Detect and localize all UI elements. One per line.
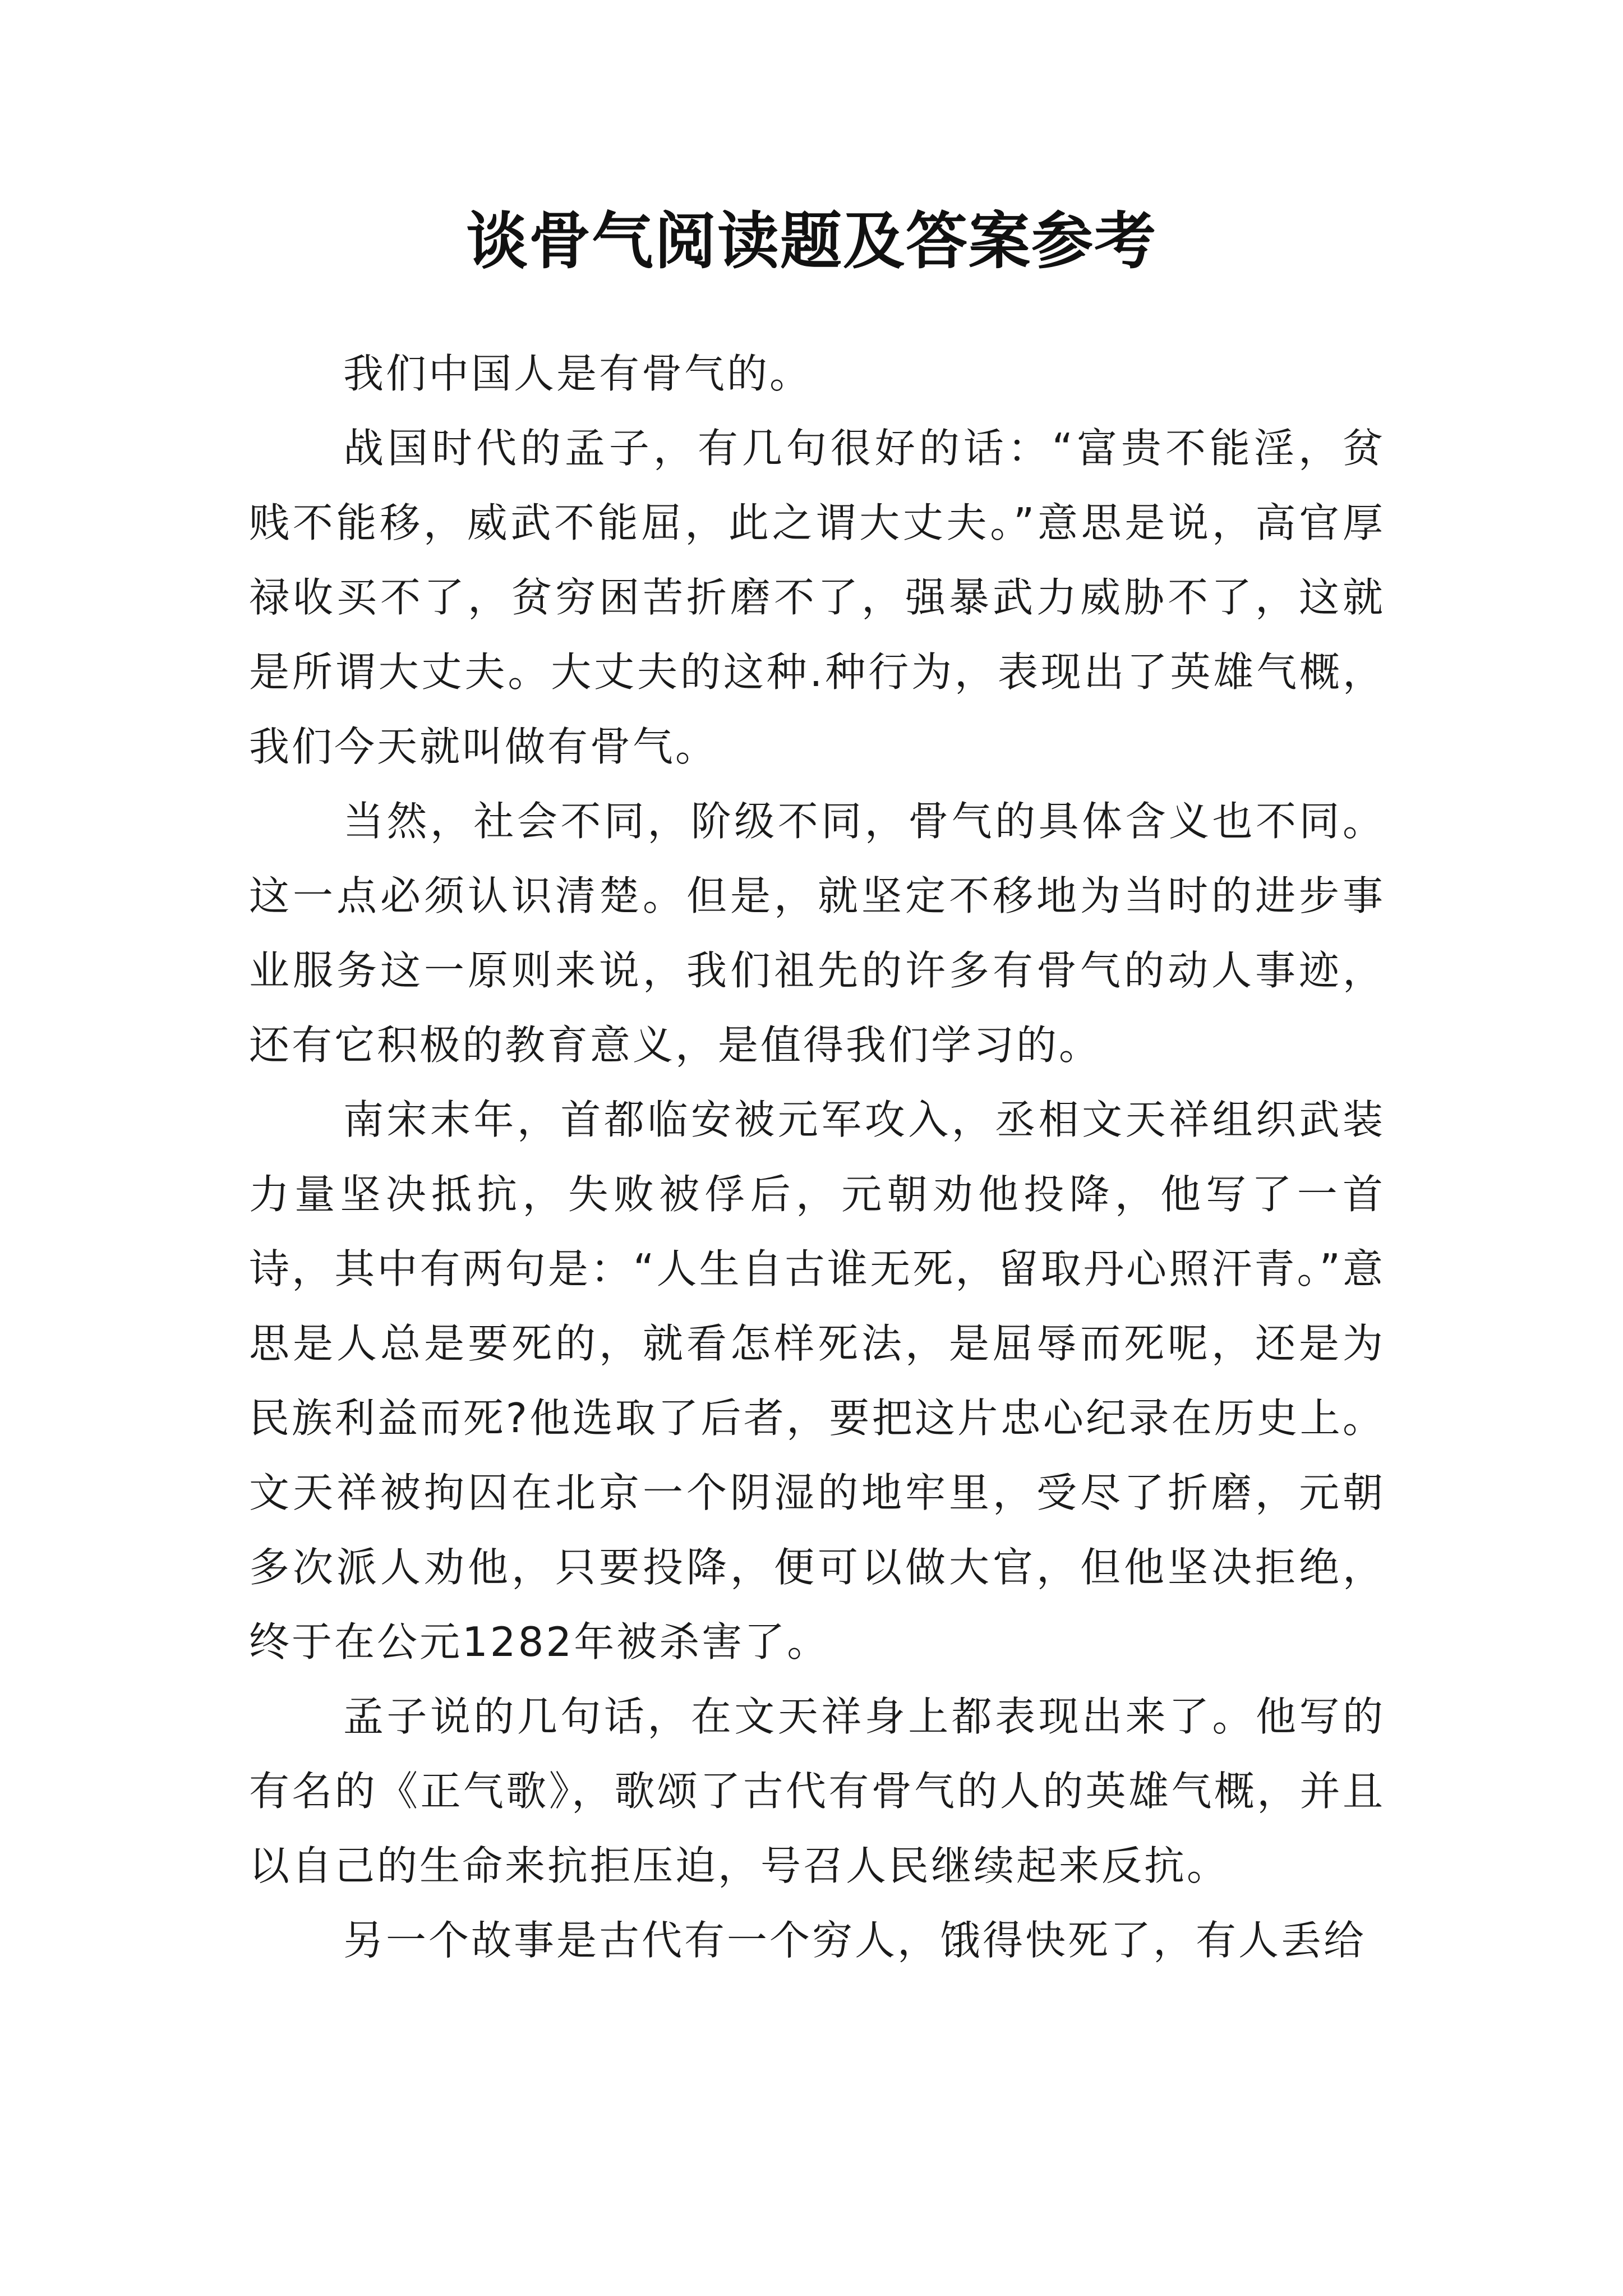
document-title: 谈骨气阅读题及答案参考 [466,205,1157,277]
paragraph: 我们中国人是有骨气的。 [343,350,813,397]
paragraph: 南宋末年，首都临安被元军攻入，丞相文天祥组织武装力量坚决抵抗，失败被俘后，元朝劝他投降，他写了一首诗，其中有两句是：“人生自古谁无死，留取丹心照汗青。”意思是人总是要死的，就看怎样死法，是屈辱而死呢，还是为民族利益而死?他选取了后者，要把这片忠心纪录在历史上。文天祥被拘囚在北京一个阴湿的地牢里，受尽了折磨，元朝多次派人劝他，只要投降，便可以做大官，但他坚决拒绝，终于在公元1282年被杀害了。 [249,1096,1385,1665]
paragraph: 当然，社会不同，阶级不同，骨气的具体含义也不同。这一点必须认识清楚。但是，就坚定不移地为当时的进步事业服务这一原则来说，我们祖先的许多有骨气的动人事迹，还有它积极的教育意义，是值得我们学习的。 [249,798,1385,1069]
paragraph: 另一个故事是古代有一个穷人，饿得快死了，有人丢给 [343,1917,1367,1964]
paragraph: 战国时代的孟子，有几句很好的话：“富贵不能淫，贫贱不能移，威武不能屈，此之谓大丈夫。”意思是说，高官厚禄收买不了，贫穷困苦折磨不了，强暴武力威胁不了，这就是所谓大丈夫。大丈夫的这种.种行为，表现出了英雄气概，我们今天就叫做有骨气。 [249,425,1385,770]
paragraph: 孟子说的几句话，在文天祥身上都表现出来了。他写的有名的《正气歌》，歌颂了古代有骨气的人的英雄气概，并且以自己的生命来抗拒压迫，号召人民继续起来反抗。 [249,1693,1385,1889]
document-body [249,337,1385,1978]
